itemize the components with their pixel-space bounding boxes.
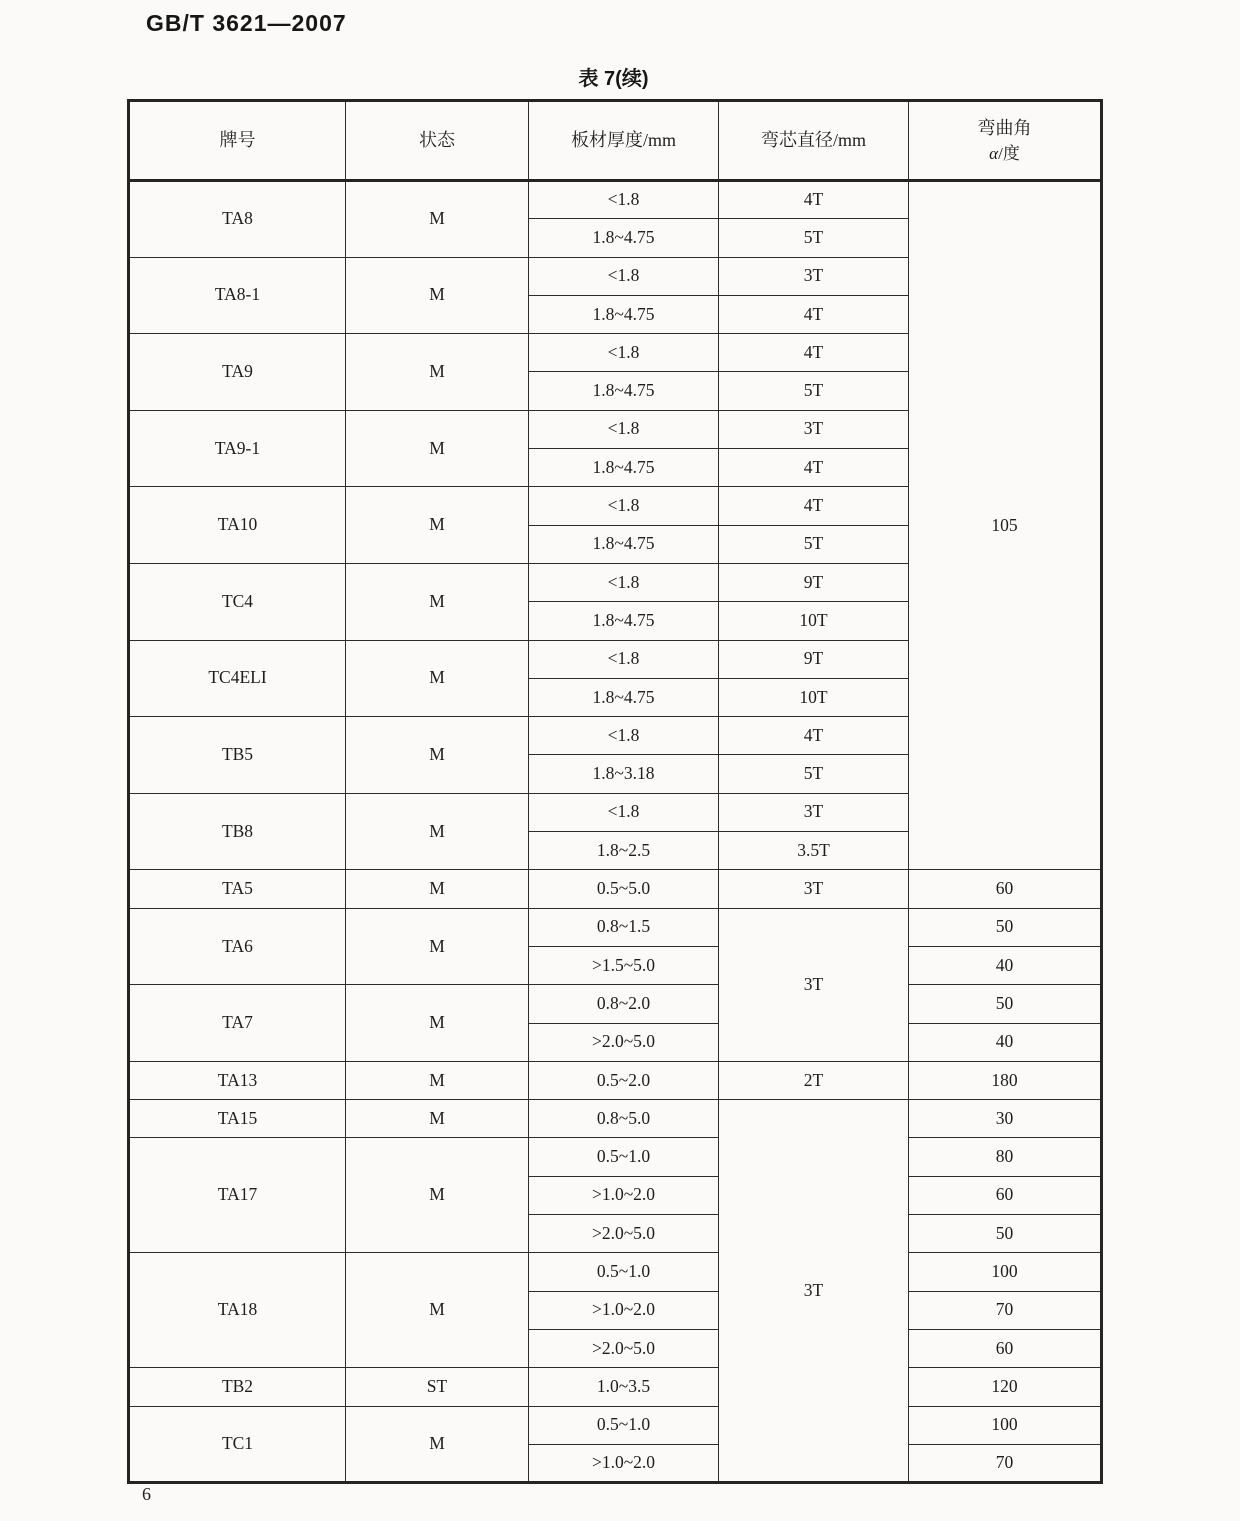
table-cell: >1.0~2.0 — [529, 1291, 719, 1329]
table-cell: M — [346, 181, 529, 258]
table-cell: 0.8~1.5 — [529, 908, 719, 946]
table-cell: 40 — [909, 1023, 1102, 1061]
table-row — [129, 985, 1102, 1023]
table-cell: 5T — [719, 372, 909, 410]
table-cell: 0.8~2.0 — [529, 985, 719, 1023]
table-cell: 70 — [909, 1444, 1102, 1482]
table-cell: 50 — [909, 985, 1102, 1023]
col-header-condition: 状态 — [346, 101, 529, 181]
table-cell: TA18 — [129, 1253, 346, 1368]
table-cell: 60 — [909, 1329, 1102, 1367]
table-cell: 0.5~5.0 — [529, 870, 719, 908]
table-row — [129, 1368, 1102, 1406]
table-cell: 40 — [909, 946, 1102, 984]
table-cell: TA9 — [129, 334, 346, 411]
table-cell: >1.0~2.0 — [529, 1176, 719, 1214]
table-cell: 4T — [719, 487, 909, 525]
table-cell: <1.8 — [529, 257, 719, 295]
table-cell: >2.0~5.0 — [529, 1215, 719, 1253]
angle-degree-label: /度 — [998, 144, 1020, 164]
table-row — [129, 1138, 1102, 1176]
header-row — [129, 101, 1102, 181]
table-cell: 30 — [909, 1100, 1102, 1138]
table-cell: M — [346, 1406, 529, 1483]
table-cell: 5T — [719, 219, 909, 257]
table-cell: M — [346, 1061, 529, 1099]
table-cell: M — [346, 1253, 529, 1368]
bend-test-table — [127, 99, 1103, 1484]
table-cell: M — [346, 563, 529, 640]
table-cell: <1.8 — [529, 717, 719, 755]
page-number: 6 — [142, 1484, 151, 1504]
table-cell: <1.8 — [529, 181, 719, 219]
table-cell: >2.0~5.0 — [529, 1329, 719, 1367]
table-cell: 100 — [909, 1253, 1102, 1291]
table-cell: M — [346, 870, 529, 908]
bend-angle-unit — [909, 143, 1100, 164]
table-cell: TC4 — [129, 563, 346, 640]
table-cell: 3T — [719, 257, 909, 295]
table-cell: ST — [346, 1368, 529, 1406]
table-cell: 105 — [909, 181, 1102, 870]
table-cell: TB5 — [129, 717, 346, 794]
table-cell: 1.8~4.75 — [529, 525, 719, 563]
table-cell: 1.8~2.5 — [529, 832, 719, 870]
table-cell: 1.8~4.75 — [529, 219, 719, 257]
table-cell: M — [346, 717, 529, 794]
table-cell: TA7 — [129, 985, 346, 1062]
table-row — [129, 908, 1102, 946]
table-cell: <1.8 — [529, 410, 719, 448]
standard-number: GB/T 3621—2007 — [146, 10, 347, 36]
table-cell: M — [346, 334, 529, 411]
table-cell: 1.8~4.75 — [529, 449, 719, 487]
table-cell: 0.5~1.0 — [529, 1253, 719, 1291]
table-cell: 1.0~3.5 — [529, 1368, 719, 1406]
table-cell: 80 — [909, 1138, 1102, 1176]
col-header-grade: 牌号 — [129, 101, 346, 181]
table-cell: 4T — [719, 295, 909, 333]
table-row — [129, 1061, 1102, 1099]
table-cell: >2.0~5.0 — [529, 1023, 719, 1061]
table-cell: M — [346, 410, 529, 487]
table-cell: 3T — [719, 908, 909, 1061]
table-cell: 0.5~1.0 — [529, 1138, 719, 1176]
table-cell: TA10 — [129, 487, 346, 564]
table-cell: 3T — [719, 870, 909, 908]
table-cell: 1.8~3.18 — [529, 755, 719, 793]
col-header-bend-diameter: 弯芯直径/mm — [719, 101, 909, 181]
table-cell: M — [346, 257, 529, 334]
table-cell: 50 — [909, 908, 1102, 946]
table-row — [129, 870, 1102, 908]
table-cell: M — [346, 908, 529, 985]
table-cell: <1.8 — [529, 563, 719, 601]
table-cell: 120 — [909, 1368, 1102, 1406]
table-cell: TA13 — [129, 1061, 346, 1099]
table-cell: 3T — [719, 1100, 909, 1483]
table-cell: 60 — [909, 870, 1102, 908]
table-cell: 3.5T — [719, 832, 909, 870]
table-cell: 1.8~4.75 — [529, 295, 719, 333]
table-cell: <1.8 — [529, 640, 719, 678]
table-cell: 180 — [909, 1061, 1102, 1099]
table-cell: >1.0~2.0 — [529, 1444, 719, 1482]
table-cell: >1.5~5.0 — [529, 946, 719, 984]
table-cell: 60 — [909, 1176, 1102, 1214]
table-cell: 1.8~4.75 — [529, 678, 719, 716]
table-cell: 9T — [719, 563, 909, 601]
table-cell: M — [346, 1100, 529, 1138]
table-cell: TA6 — [129, 908, 346, 985]
table-row — [129, 1100, 1102, 1138]
table-row — [129, 181, 1102, 219]
table-cell: 4T — [719, 334, 909, 372]
table-cell: 3T — [719, 793, 909, 831]
table-cell: 5T — [719, 525, 909, 563]
table-cell: TA8 — [129, 181, 346, 258]
table-cell: TA5 — [129, 870, 346, 908]
table-cell: TA8-1 — [129, 257, 346, 334]
table-cell: 10T — [719, 678, 909, 716]
table-cell: M — [346, 640, 529, 717]
bend-angle-title: 弯曲角 — [977, 117, 1032, 138]
table-cell: 70 — [909, 1291, 1102, 1329]
table-cell: TC4ELI — [129, 640, 346, 717]
table-cell: <1.8 — [529, 487, 719, 525]
table-title: 表 7(续) — [578, 68, 649, 90]
col-header-bend-angle — [909, 101, 1102, 181]
table-cell: 4T — [719, 181, 909, 219]
table-cell: 5T — [719, 755, 909, 793]
col-header-thickness: 板材厚度/mm — [529, 101, 719, 181]
table-cell: TC1 — [129, 1406, 346, 1483]
table-cell: TA9-1 — [129, 410, 346, 487]
table-cell: TA17 — [129, 1138, 346, 1253]
table-cell: 10T — [719, 602, 909, 640]
table-cell: 50 — [909, 1215, 1102, 1253]
table-cell: M — [346, 793, 529, 870]
table-cell: TB2 — [129, 1368, 346, 1406]
table-cell: M — [346, 487, 529, 564]
table-cell: 0.8~5.0 — [529, 1100, 719, 1138]
alpha-symbol: α — [989, 144, 999, 164]
table-cell: 0.5~2.0 — [529, 1061, 719, 1099]
table-cell: 4T — [719, 449, 909, 487]
table-cell: <1.8 — [529, 793, 719, 831]
table-cell: 1.8~4.75 — [529, 602, 719, 640]
table-cell: 4T — [719, 717, 909, 755]
table-row — [129, 1406, 1102, 1444]
table-cell: 100 — [909, 1406, 1102, 1444]
table-cell: M — [346, 1138, 529, 1253]
table-cell: 2T — [719, 1061, 909, 1099]
table-cell: <1.8 — [529, 334, 719, 372]
table-cell: 9T — [719, 640, 909, 678]
table-cell: 0.5~1.0 — [529, 1406, 719, 1444]
table-cell: TB8 — [129, 793, 346, 870]
table-cell: 3T — [719, 410, 909, 448]
table-cell: 1.8~4.75 — [529, 372, 719, 410]
table-row — [129, 1253, 1102, 1291]
table-cell: M — [346, 985, 529, 1062]
table-cell: TA15 — [129, 1100, 346, 1138]
